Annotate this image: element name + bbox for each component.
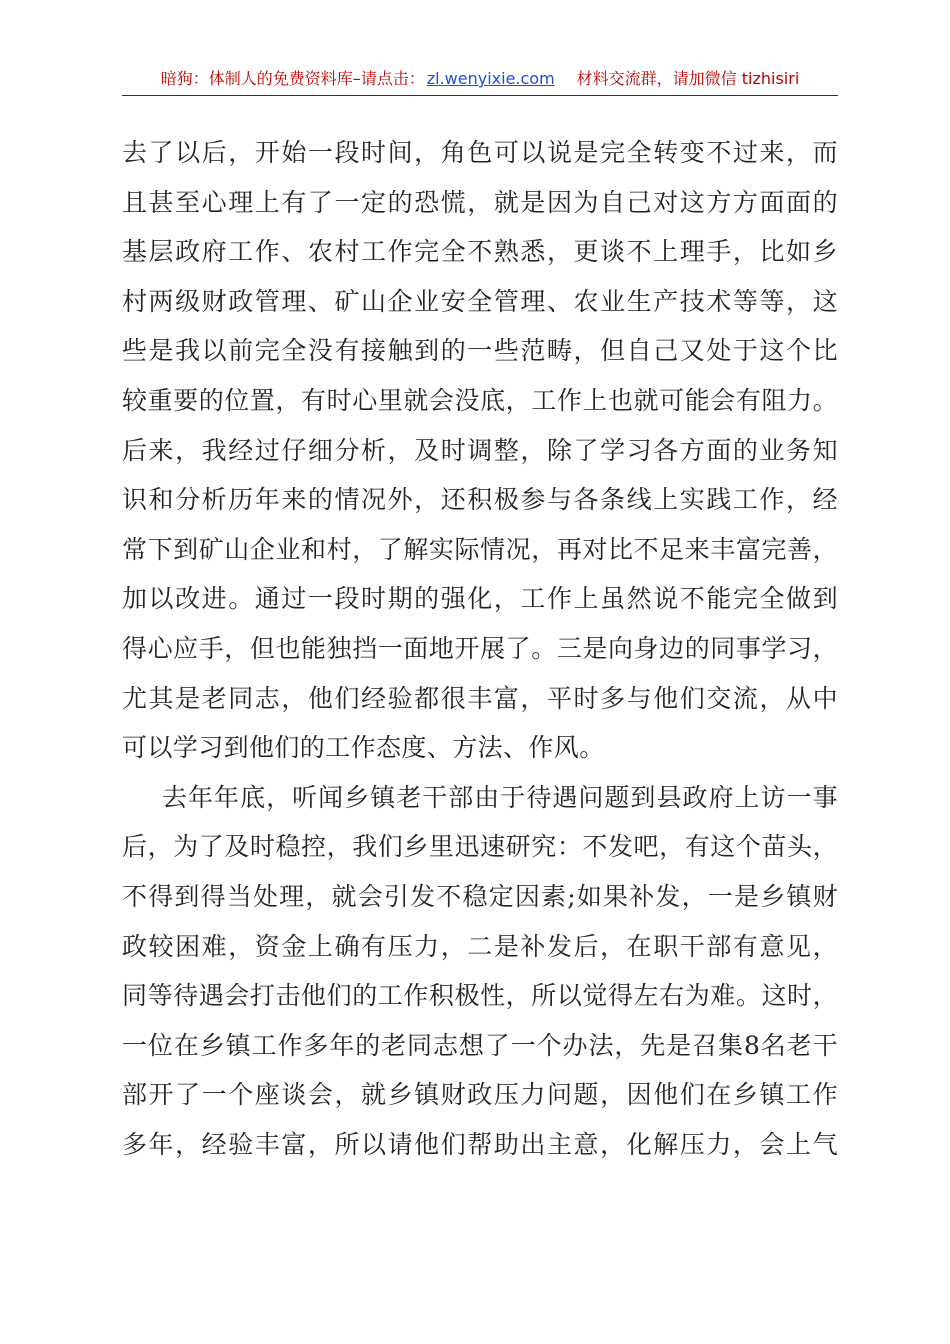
document-body — [122, 128, 838, 1169]
text-line: 些是我以前完全没有接触到的一些范畴，但自己又处于这个比 — [122, 336, 838, 366]
text-line: 较重要的位置，有时心里就会没底，工作上也就可能会有阻力。 — [122, 385, 838, 415]
text-line: 得心应手，但也能独挡一面地开展了。三是向身边的同事学习， — [122, 633, 838, 663]
text-line: 多年，经验丰富，所以请他们帮助出主意，化解压力，会上气 — [122, 1129, 838, 1159]
header-prompt: –请点击： — [352, 69, 425, 88]
text-line: 村两级财政管理、矿山企业安全管理、农业生产技术等等，这 — [122, 286, 838, 316]
header-link[interactable]: zl.wenyixie.com — [426, 69, 555, 88]
page-header — [122, 62, 838, 96]
text-line: 部开了一个座谈会，就乡镇财政压力问题，因他们在乡镇工作 — [122, 1080, 838, 1110]
text-line: 不得到得当处理，就会引发不稳定因素;如果补发，一是乡镇财 — [122, 881, 838, 911]
text-line: 加以改进。通过一段时期的强化，工作上虽然说不能完全做到 — [122, 584, 838, 614]
text-line: 去了以后，开始一段时间，角色可以说是完全转变不过来，而 — [122, 138, 838, 167]
text-line: 后来，我经过仔细分析，及时调整，除了学习各方面的业务知 — [122, 435, 838, 465]
text-line: 尤其是老同志，他们经验都很丰富，平时多与他们交流，从中 — [122, 683, 838, 713]
text-line: 去年年底，听闻乡镇老干部由于待遇问题到县政府上访一事 — [162, 782, 838, 812]
text-line: 可以学习到他们的工作态度、方法、作风。 — [122, 733, 605, 763]
text-line: 常下到矿山企业和村，了解实际情况，再对比不足来丰富完善， — [122, 534, 838, 564]
header-contact: 材料交流群，请加微信 tizhisiri — [576, 69, 800, 88]
text-line: 且甚至心理上有了一定的恐慌，就是因为自己对这方方面面的 — [122, 187, 838, 217]
text-line: 政较困难，资金上确有压力，二是补发后，在职干部有意见， — [122, 931, 838, 961]
text-line: 后，为了及时稳控，我们乡里迅速研究：不发吧，有这个苗头， — [122, 832, 838, 862]
paragraph-2 — [122, 773, 838, 1170]
text-line: 同等待遇会打击他们的工作积极性，所以觉得左右为难。这时， — [122, 981, 838, 1011]
paragraph-1 — [122, 128, 838, 773]
text-line: 一位在乡镇工作多年的老同志想了一个办法，先是召集8名老干 — [122, 1030, 838, 1060]
text-line: 基层政府工作、农村工作完全不熟悉，更谈不上理手，比如乡 — [122, 237, 838, 267]
text-line: 识和分析历年来的情况外，还积极参与各条线上实践工作，经 — [122, 485, 838, 515]
header-brand: 暗狗：体制人的免费资料库 — [160, 69, 353, 88]
